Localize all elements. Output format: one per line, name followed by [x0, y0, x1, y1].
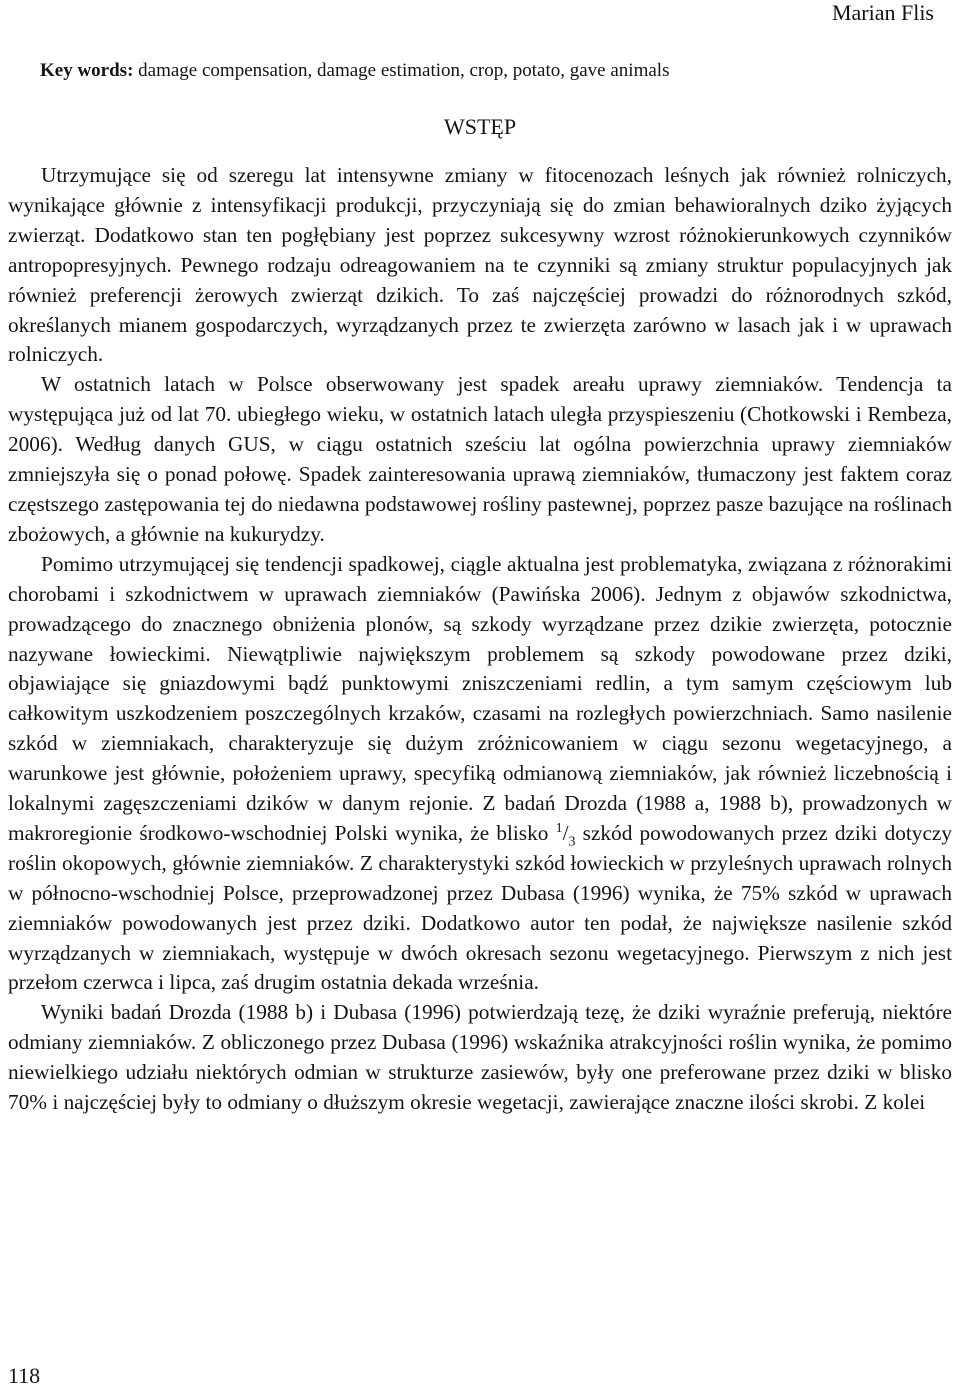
fraction-numerator: 1: [555, 820, 563, 836]
fraction-separator: /: [562, 820, 569, 845]
paragraph-text: Pomimo utrzymującej się tendencji spadkowej, ciągle aktualna jest problematyka, związana z różnorakimi chorobami i szkodnictwem w uprawach ziemniaków (Pawińska 2006). Jednym z objawów szkodnictwa, prowadzącego do znacznego obniżenia plonów, są szkody wyrządzane przez dzikie zwierzęta, potocznie nazywane łowieckimi. Niewątpliwie największym problemem są szkody powodowane przez dziki, objawiające się gniazdowymi bądź punktowymi zniszczeniami redlin, a tym samym częściowym lub całkowitym uszkodzeniem poszczególnych krzaków, czasami na rozległych powierzchniach. Samo nasilenie szkód w ziemniakach, charakteryzuje się dużym zróżnicowaniem w ciągu sezonu wegetacyjnego, a warunkowe jest głównie, położeniem uprawy, specyfiką odmianową ziemniaków, jak również liczebnością i lokalnymi zagęszczeniami dzików w danym rejonie. Z badań Drozda (1988 a, 1988 b), prowadzonych w makroregionie środkowo-wschodniej Polski wynika, że blisko: [8, 551, 952, 845]
paragraph: Utrzymujące się od szeregu lat intensywne zmiany w fitocenozach leśnych jak również rolniczych, wynikające głównie z intensyfikacji produkcji, przyczyniają się do zmian behawioralnych dziko żyjących zwierząt. Dodatkowo stan ten pogłębiany jest poprzez sukcesywny wzrost różnokierunkowych czynników antropopresyjnych. Pewnego rodzaju odreagowaniem na te czynniki są zmiany struktur populacyjnych jak również preferencji żerowych zwierząt dzikich. To zaś najczęściej prowadzi do różnorodnych szkód, określanych mianem gospodarczych, wyrządzanych przez te zwierzęta zarówno w lasach jak i w uprawach rolniczych.: [8, 163, 952, 367]
keywords-text: damage compensation, damage estimation, crop, potato, gave animals: [138, 60, 670, 81]
keywords-label: Key words:: [40, 60, 134, 81]
paragraph-text: szkód powodowanych przez dziki dotyczy roślin okopowych, głównie ziemniaków. Z charakterystyki szkód łowieckich w przyleśnych uprawach rolnych w północno-wschodniej Polsce, przeprowadzonej przez Dubasa (1996) wynika, że 75% szkód w uprawach ziemniaków powodowanych jest przez dziki. Dodatkowo autor ten podał, że największe nasilenie szkód wyrządzanych w ziemniakach, występuje w dwóch okresach sezonu wegetacyjnego. Pierwszym z nich jest przełom czerwca i lipca, zaś drugim ostatnia dekada września.: [8, 820, 952, 995]
paragraph: Wyniki badań Drozda (1988 b) i Dubasa (1996) potwierdzają tezę, że dziki wyraźnie preferują, niektóre odmiany ziemniaków. Z obliczonego przez Dubasa (1996) wskaźnika atrakcyjności roślin wynika, że pomimo niewielkiego udziału niektórych odmian w strukturze zasiewów, były one preferowane przez dziki w blisko 70% i najczęściej były to odmiany o dłuższym okresie wegetacji, zawierające znaczne ilości skrobi. Z kolei: [8, 1000, 952, 1115]
keywords-line: [40, 58, 936, 84]
running-header-author: Marian Flis: [831, 0, 934, 25]
paragraph: W ostatnich latach w Polsce obserwowany jest spadek areału uprawy ziemniaków. Tendencja ta występująca już od lat 70. ubiegłego wieku, w ostatnich latach uległa przyspieszeniu (Chotkowski i Rembeza, 2006). Według danych GUS, w ciągu ostatnich sześciu lat ogólna powierzchnia uprawy ziemniaków zmniejszyła się o ponad połowę. Spadek zainteresowania uprawą ziemniaków, tłumaczony jest faktem coraz częstszego zastępowania tej do niedawna podstawowej rośliny pastewnej, poprzez pasze bazujące na roślinach zbożowych, a głównie na kukurydzy.: [8, 372, 952, 546]
page-number: 118: [8, 1363, 41, 1388]
paragraph: [8, 550, 952, 999]
section-heading-text: WSTĘP: [443, 114, 517, 139]
body-text: [8, 161, 952, 1118]
fraction-one-third: [555, 820, 576, 850]
section-heading: [0, 113, 960, 141]
fraction-denominator: 3: [568, 834, 576, 850]
